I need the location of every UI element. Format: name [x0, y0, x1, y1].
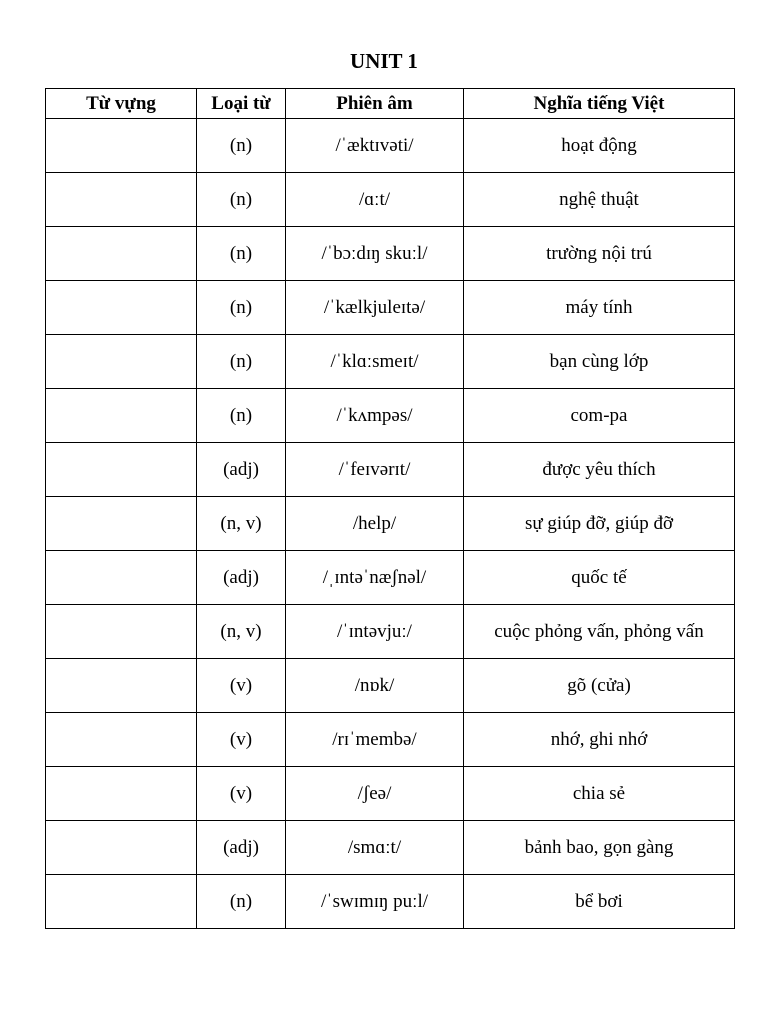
word-type-cell: (v) [197, 767, 286, 821]
table-row [46, 227, 735, 281]
table-row [46, 551, 735, 605]
table-row [46, 443, 735, 497]
meaning-cell: gõ (cửa) [464, 659, 735, 713]
vocab-word-cell [46, 281, 197, 335]
table-row [46, 821, 735, 875]
vocab-word-cell [46, 227, 197, 281]
header-vietnamese-meaning: Nghĩa tiếng Việt [464, 89, 735, 119]
meaning-cell: nghệ thuật [464, 173, 735, 227]
table-row [46, 389, 735, 443]
meaning-cell: chia sẻ [464, 767, 735, 821]
pronunciation-cell: /ˈbɔːdɪŋ skuːl/ [286, 227, 464, 281]
meaning-cell: sự giúp đỡ, giúp đỡ [464, 497, 735, 551]
page-title: UNIT 1 [350, 49, 418, 73]
pronunciation-cell: /help/ [286, 497, 464, 551]
table-row [46, 173, 735, 227]
meaning-cell: hoạt động [464, 119, 735, 173]
table-row [46, 497, 735, 551]
table-row [46, 119, 735, 173]
vocab-word-cell [46, 551, 197, 605]
vocab-word-cell [46, 821, 197, 875]
meaning-cell: máy tính [464, 281, 735, 335]
pronunciation-cell: /smɑːt/ [286, 821, 464, 875]
word-type-cell: (n) [197, 389, 286, 443]
word-type-cell: (v) [197, 659, 286, 713]
vocab-word-cell [46, 443, 197, 497]
word-type-cell: (n) [197, 119, 286, 173]
pronunciation-cell: /ˈswɪmɪŋ puːl/ [286, 875, 464, 929]
table-row [46, 713, 735, 767]
word-type-cell: (adj) [197, 821, 286, 875]
vocab-word-cell [46, 659, 197, 713]
pronunciation-cell: /ʃeə/ [286, 767, 464, 821]
pronunciation-cell: /ˈæktɪvəti/ [286, 119, 464, 173]
pronunciation-cell: /ˌɪntəˈnæʃnəl/ [286, 551, 464, 605]
word-type-cell: (n) [197, 173, 286, 227]
pronunciation-cell: /ˈfeɪvərɪt/ [286, 443, 464, 497]
meaning-cell: bể bơi [464, 875, 735, 929]
pronunciation-cell: /ˈɪntəvjuː/ [286, 605, 464, 659]
meaning-cell: được yêu thích [464, 443, 735, 497]
vocab-word-cell [46, 713, 197, 767]
table-row [46, 875, 735, 929]
meaning-cell: nhớ, ghi nhớ [464, 713, 735, 767]
pronunciation-cell: /ˈkælkjuleɪtə/ [286, 281, 464, 335]
meaning-cell: bạn cùng lớp [464, 335, 735, 389]
table-row [46, 767, 735, 821]
vocabulary-table [45, 88, 735, 929]
word-type-cell: (n) [197, 875, 286, 929]
vocab-word-cell [46, 497, 197, 551]
vocab-word-cell [46, 767, 197, 821]
word-type-cell: (n, v) [197, 497, 286, 551]
table-header-row [46, 89, 735, 119]
header-word-type: Loại từ [197, 89, 286, 119]
word-type-cell: (n, v) [197, 605, 286, 659]
word-type-cell: (n) [197, 281, 286, 335]
table-row [46, 659, 735, 713]
word-type-cell: (v) [197, 713, 286, 767]
pronunciation-cell: /ˈklɑːsmeɪt/ [286, 335, 464, 389]
vocab-word-cell [46, 875, 197, 929]
word-type-cell: (adj) [197, 443, 286, 497]
vocab-word-cell [46, 335, 197, 389]
word-type-cell: (n) [197, 227, 286, 281]
vocab-word-cell [46, 389, 197, 443]
word-type-cell: (adj) [197, 551, 286, 605]
header-pronunciation: Phiên âm [286, 89, 464, 119]
word-type-cell: (n) [197, 335, 286, 389]
pronunciation-cell: /ɑːt/ [286, 173, 464, 227]
meaning-cell: quốc tế [464, 551, 735, 605]
table-row [46, 281, 735, 335]
table-body [46, 119, 735, 929]
meaning-cell: com-pa [464, 389, 735, 443]
vocab-word-cell [46, 119, 197, 173]
table-row [46, 335, 735, 389]
table-row [46, 605, 735, 659]
meaning-cell: trường nội trú [464, 227, 735, 281]
header-word: Từ vựng [46, 89, 197, 119]
vocab-word-cell [46, 605, 197, 659]
pronunciation-cell: /rɪˈmembə/ [286, 713, 464, 767]
pronunciation-cell: /ˈkʌmpəs/ [286, 389, 464, 443]
pronunciation-cell: /nɒk/ [286, 659, 464, 713]
vocab-word-cell [46, 173, 197, 227]
meaning-cell: bảnh bao, gọn gàng [464, 821, 735, 875]
meaning-cell: cuộc phỏng vấn, phỏng vấn [464, 605, 735, 659]
